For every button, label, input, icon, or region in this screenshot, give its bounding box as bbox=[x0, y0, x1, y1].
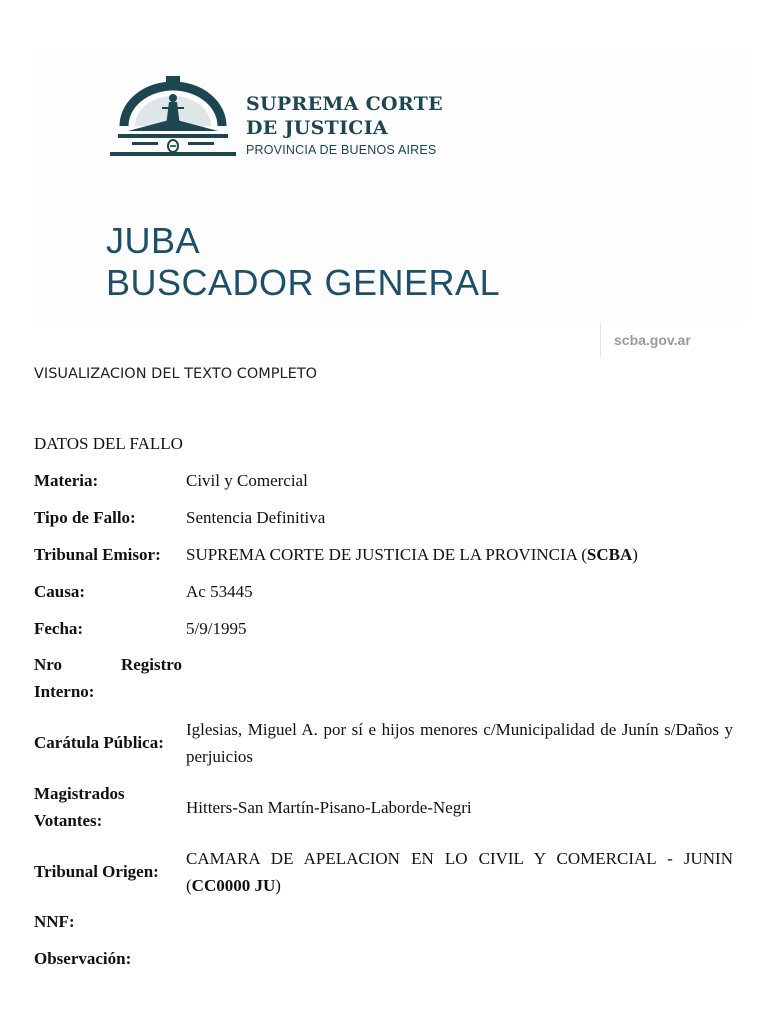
label-word: Registro bbox=[120, 655, 182, 674]
value-text: SUPREMA CORTE DE JUSTICIA DE LA PROVINCIA ( bbox=[186, 545, 587, 564]
field-value: 5/9/1995 bbox=[186, 619, 247, 638]
field-value: Iglesias, Miguel A. por sí e hijos menores c/Municipalidad de Junín s/Daños y perjuicios bbox=[186, 720, 733, 766]
value-code: CC0000 JU bbox=[191, 876, 276, 895]
field-label: Carátula Pública: bbox=[34, 733, 164, 752]
field-value: Hitters-San Martín-Pisano-Laborde-Negri bbox=[186, 798, 472, 817]
field-value: Sentencia Definitiva bbox=[186, 508, 326, 527]
court-province: PROVINCIA DE BUENOS AIRES bbox=[246, 143, 437, 157]
field-label: Fecha: bbox=[34, 619, 84, 638]
app-title-line2: BUSCADOR GENERAL bbox=[106, 262, 501, 303]
court-name bbox=[246, 92, 443, 157]
field-value bbox=[186, 845, 733, 899]
value-end: ) bbox=[275, 876, 281, 895]
field-label: NNF: bbox=[34, 912, 75, 931]
court-building-logo bbox=[108, 74, 238, 162]
value-end: ) bbox=[632, 545, 638, 564]
field-label: Tribunal Emisor: bbox=[34, 545, 161, 564]
field-label: Tipo de Fallo: bbox=[34, 508, 136, 527]
field-value: Civil y Comercial bbox=[186, 471, 308, 490]
app-title bbox=[106, 220, 500, 304]
value-code: SCBA bbox=[586, 545, 633, 564]
court-name-line2: DE JUSTICIA bbox=[246, 117, 388, 139]
field-value: Ac 53445 bbox=[186, 582, 253, 601]
app-title-line1: JUBA bbox=[106, 220, 201, 261]
site-link[interactable]: scba.gov.ar bbox=[614, 332, 691, 348]
field-label: Observación: bbox=[34, 949, 132, 968]
page-title: VISUALIZACION DEL TEXTO COMPLETO bbox=[34, 366, 318, 382]
field-label: Causa: bbox=[34, 582, 86, 601]
value-text: CAMARA DE APELACION EN LO CIVIL Y COMERCIAL - JUNIN ( bbox=[186, 849, 733, 895]
court-name-line1: SUPREMA CORTE bbox=[246, 93, 443, 115]
field-label bbox=[34, 651, 182, 705]
label-line: Votantes: bbox=[34, 811, 103, 830]
label-line: Interno: bbox=[34, 682, 95, 701]
divider bbox=[600, 322, 601, 358]
field-label bbox=[34, 780, 182, 834]
label-line: Magistrados bbox=[34, 784, 125, 803]
section-title: DATOS DEL FALLO bbox=[34, 434, 183, 453]
field-value bbox=[186, 541, 733, 568]
field-label: Materia: bbox=[34, 471, 99, 490]
field-label: Tribunal Origen: bbox=[34, 862, 159, 881]
label-word: Nro bbox=[34, 655, 63, 674]
